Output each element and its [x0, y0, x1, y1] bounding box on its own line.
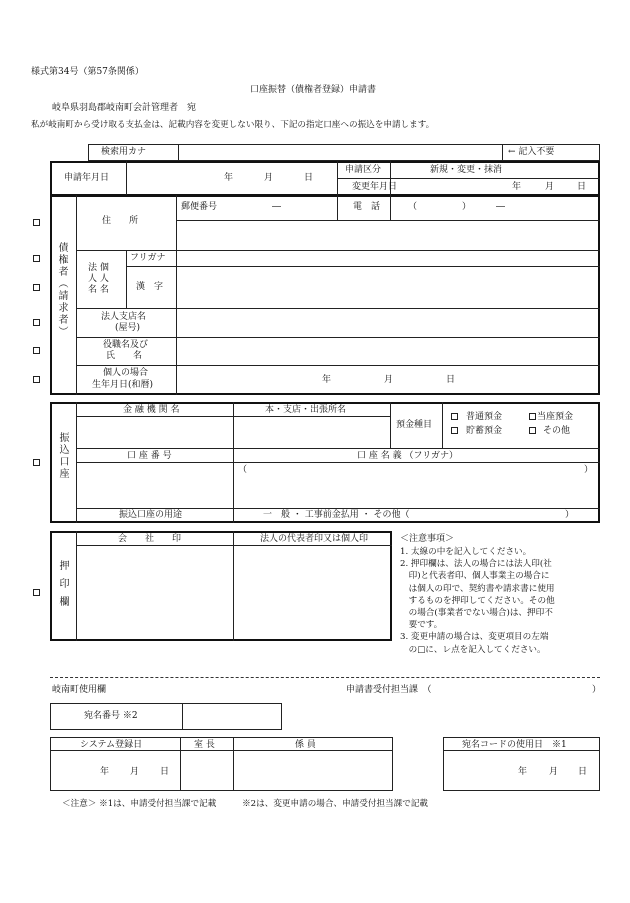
branch-office-label: 本・支店・出張所名 — [265, 405, 347, 415]
branch-office-input[interactable] — [237, 419, 387, 445]
checkbox-seal[interactable] — [33, 589, 40, 596]
phone-paren-open: （ — [408, 202, 418, 212]
kana-label: 検索用カナ — [101, 147, 147, 157]
system-day: 日 — [160, 767, 170, 777]
receipt-dept-label: 申請書受付担当課 （ — [346, 685, 432, 695]
account-section-label: 振込口座 — [57, 432, 68, 480]
change-day: 日 — [577, 182, 587, 192]
address-input[interactable] — [180, 223, 595, 247]
apply-month: 月 — [264, 173, 274, 183]
staff-label: 係 員 — [295, 740, 316, 750]
name-label-1: 法 個 — [88, 263, 109, 273]
code-year: 年 — [518, 767, 528, 777]
furigana-input[interactable] — [180, 252, 595, 264]
change-month: 月 — [545, 182, 555, 192]
receipt-dept-close: ） — [592, 685, 602, 695]
note-line: 3. 変更申請の場合は、変更項目の左端 — [400, 632, 549, 643]
apply-year: 年 — [224, 173, 234, 183]
kanji-input[interactable] — [180, 269, 595, 305]
addr-no-label: 宛名番号 ※2 — [84, 711, 138, 721]
company-seal-label: 会 社 印 — [118, 534, 182, 544]
furigana-label: フリガナ — [130, 253, 166, 263]
code-month: 月 — [549, 767, 559, 777]
title-label-1: 役職名及び — [103, 340, 149, 350]
intro-text: 私が岐南町から受け取る支払金は、記載内容を変更しない限り、下記の指定口座への振込を申請します。 — [31, 120, 435, 130]
form-number: 様式第34号（第57条関係） — [31, 67, 144, 77]
postal-dash: ― — [272, 202, 281, 212]
account-holder-input[interactable] — [248, 465, 578, 505]
kana-note: ← 記入不要 — [508, 147, 555, 157]
checkbox-branch[interactable] — [33, 319, 40, 326]
checkbox-kanji[interactable] — [33, 284, 40, 291]
note-line: 印)と代表者印、個人事業主の場合に — [400, 571, 550, 582]
note-line: の□に、レ点を記入してください。 — [400, 644, 546, 655]
deposit-savings: 貯蓄預金 — [466, 426, 503, 436]
deposit-ordinary: 普通預金 — [466, 412, 503, 422]
note-line: の場合(事業者でない場合)は、押印不 — [400, 608, 553, 619]
kana-input[interactable] — [180, 146, 500, 159]
notes-lines — [400, 546, 600, 656]
form-title: 口座振替（債権者登録）申請書 — [250, 85, 377, 95]
notes-title: ＜注意事項＞ — [400, 534, 455, 544]
name-label-2: 人 人 — [88, 274, 109, 284]
code-day: 日 — [578, 767, 588, 777]
usage-label: 振込口座の用途 — [119, 510, 183, 520]
creditor-section-label: 債権者（請求者） — [56, 242, 67, 338]
note-line: 1. 太線の中を記入してください。 — [400, 547, 532, 557]
title-label-2: 氏 名 — [106, 351, 143, 361]
office-use-label: 岐南町使用欄 — [52, 685, 107, 695]
birth-label-1: 個人の場合 — [103, 368, 149, 378]
phone-dash: ― — [496, 202, 505, 212]
note-line: 2. 押印欄は、法人の場合には法人印(社 — [400, 559, 552, 570]
addressee: 岐阜県羽島郡岐南町会計管理者 宛 — [52, 103, 197, 113]
kanji-label: 漢 字 — [136, 282, 164, 292]
system-date-label: システム登録日 — [80, 740, 143, 750]
name-label-3: 名 名 — [88, 285, 109, 295]
system-month: 月 — [130, 767, 140, 777]
usage-options[interactable]: 一 般 ・ 工事前金払用 ・ その他（ — [263, 510, 410, 520]
birth-year: 年 — [322, 375, 332, 385]
holder-paren-close: ） — [584, 465, 594, 475]
apply-day: 日 — [304, 173, 314, 183]
deposit-current: 当座預金 — [537, 412, 574, 422]
postal-label: 郵便番号 — [181, 202, 218, 212]
checkbox-title-name[interactable] — [33, 347, 40, 354]
phone-paren-close: ） — [462, 202, 472, 212]
system-year: 年 — [100, 767, 110, 777]
birth-day: 日 — [446, 375, 456, 385]
birth-month: 月 — [384, 375, 394, 385]
deposit-type-label: 預金種目 — [396, 420, 433, 430]
code-date-label: 宛名コードの使用日 ※1 — [462, 740, 567, 750]
checkbox-savings[interactable] — [451, 427, 458, 434]
branch-input[interactable] — [180, 310, 595, 334]
rep-seal-label: 法人の代表者印又は個人印 — [260, 534, 369, 544]
branch-label-2: (屋号) — [115, 323, 141, 333]
deposit-other: その他 — [543, 426, 571, 436]
bank-input[interactable] — [80, 419, 230, 445]
holder-paren-open: （ — [238, 465, 248, 475]
checkbox-ordinary[interactable] — [451, 413, 458, 420]
apply-date-label: 申請年月日 — [64, 173, 110, 183]
checkbox-birth[interactable] — [33, 376, 40, 383]
usage-close: ） — [565, 510, 575, 520]
title-name-input[interactable] — [180, 339, 595, 363]
account-number-label: 口 座 番 号 — [127, 451, 172, 461]
bank-label: 金 融 機 関 名 — [123, 405, 180, 415]
apply-type-label: 申請区分 — [345, 165, 382, 175]
change-year: 年 — [512, 182, 522, 192]
seal-section-label: 押印欄 — [57, 560, 68, 614]
checkbox-furigana[interactable] — [33, 255, 40, 262]
checkbox-other[interactable] — [529, 427, 536, 434]
branch-label-1: 法人支店名 — [101, 312, 147, 322]
addr-no-input[interactable] — [186, 706, 278, 727]
address-label: 住 所 — [102, 216, 139, 226]
rep-seal-area[interactable] — [237, 548, 389, 638]
note-line: は個人の印で、契約書や請求書に使用 — [400, 583, 555, 594]
notes-block — [400, 533, 600, 656]
change-date-label: 変更年月日 — [352, 182, 398, 192]
birth-label-2: 生年月日(和暦) — [92, 380, 154, 390]
checkbox-current[interactable] — [529, 413, 536, 420]
checkbox-address[interactable] — [33, 219, 40, 226]
footnote: ＜注意＞ ※1は、申請受付担当課で記載 ※2は、変更申請の場合、申請受付担当課で記載 — [62, 799, 429, 809]
note-line: するものを押印してください。その他 — [400, 595, 555, 606]
account-holder-label: 口 座 名 義 （フリガナ） — [357, 451, 458, 461]
chief-label: 室 長 — [194, 740, 215, 750]
company-seal-area[interactable] — [80, 548, 230, 638]
note-line: 要です。 — [400, 620, 443, 631]
phone-label: 電 話 — [353, 202, 381, 212]
account-number-input[interactable] — [80, 465, 230, 505]
checkbox-account[interactable] — [33, 459, 40, 466]
apply-type-options[interactable]: 新規・変更・抹消 — [430, 165, 503, 175]
